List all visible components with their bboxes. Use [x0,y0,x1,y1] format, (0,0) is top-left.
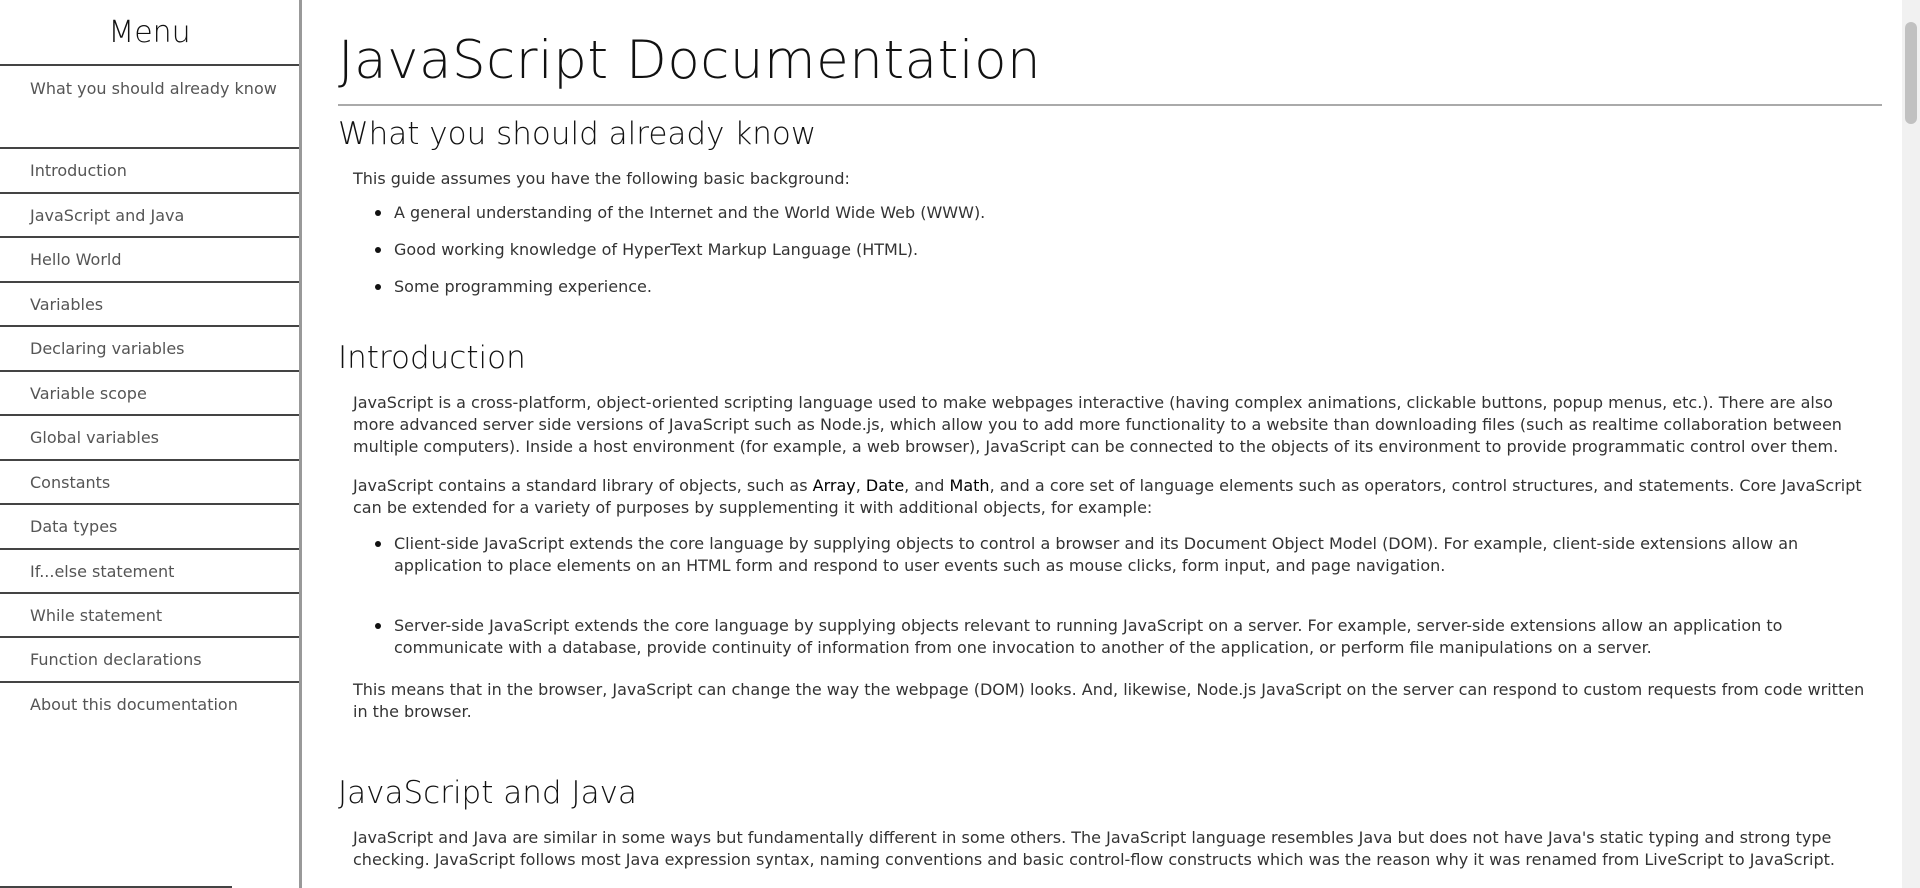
nav-link-function-declarations[interactable]: Function declarations [0,638,299,683]
nav-link-global-variables[interactable]: Global variables [0,416,299,461]
nav-link-variable-scope[interactable]: Variable scope [0,372,299,416]
nav-link-what-you-should-already-know[interactable]: What you should already know [0,66,299,149]
text: , and [904,476,950,495]
nav-link-hello-world[interactable]: Hello World [0,238,299,283]
paragraph: This guide assumes you have the following basic background: [353,169,850,188]
section-heading: JavaScript and Java [338,775,637,811]
code-array: Array [812,476,856,495]
paragraph [338,475,1882,519]
list-item: Good working knowledge of HyperText Markup Language (HTML). [372,239,1882,261]
main-doc [338,0,1882,888]
bullet-list [372,533,1882,659]
text: JavaScript contains a standard library of objects, such as [353,476,813,495]
section-heading: Introduction [338,340,526,376]
bullet-list [372,202,1882,298]
page-title: JavaScript Documentation [338,0,1882,106]
paragraph: JavaScript and Java are similar in some ways but fundamentally different in some others. The JavaScript language resembles Java but does not have Java's static typing and strong type checking. JavaScript follows most Java expression syntax, naming conventions and basic control-flow constructs which was the reason why it was renamed from LiveScript to JavaScript. [353,828,1835,869]
section-javascript-and-java [338,775,1882,871]
list-item: Server-side JavaScript extends the core language by supplying objects relevant to running JavaScript on a server. For example, server-side extensions allow an application to communicate with a database, provide continuity of information from one invocation to another of the application, or perform file manipulations on a server. [372,615,1882,659]
nav-link-declaring-variables[interactable]: Declaring variables [0,327,299,372]
section-heading: What you should already know [338,116,817,152]
nav-link-variables[interactable]: Variables [0,283,299,327]
nav-title: Menu [0,0,299,66]
section-introduction [338,340,1882,723]
nav-link-data-types[interactable]: Data types [0,505,299,550]
list-item: Client-side JavaScript extends the core language by supplying objects to control a browser and its Document Object Model (DOM). For example, client-side extensions allow an application to place elements on an HTML form and respond to user events such as mouse clicks, form input, and page navigation. [372,533,1882,577]
nav-link-constants[interactable]: Constants [0,461,299,505]
text: , and a core set of language elements such as operators, control structures, and statements. Core JavaScript can be extended for a variety of purposes by supplementing it with additional objects, for example: [353,476,1862,517]
code-date: Date [865,476,905,495]
nav-link-about-this-documentation[interactable]: About this documentation [30,695,238,714]
section-what-you-should-already-know [338,116,1882,298]
nav-link-introduction[interactable]: Introduction [0,149,299,194]
nav-link-javascript-and-java[interactable]: JavaScript and Java [0,194,299,238]
navbar [0,0,302,888]
vertical-scrollbar[interactable] [1902,0,1920,888]
nav-link-if-else-statement[interactable]: If...else statement [0,550,299,594]
list-item: Some programming experience. [372,276,1882,298]
nav-link-while-statement[interactable]: While statement [0,594,299,638]
code-math: Math [949,476,990,495]
text: , [855,476,866,495]
paragraph: JavaScript is a cross-platform, object-oriented scripting language used to make webpages interactive (having complex animations, clickable buttons, popup menus, etc.). There are also more advanced server side versions of JavaScript such as Node.js, which allow you to add more functionality to a website than downloading files (such as realtime collaboration between multiple computers). Inside a host environment (for example, a web browser), JavaScript can be connected to the objects of its environment to provide programmatic control over them. [353,393,1842,456]
scrollbar-thumb[interactable] [1905,22,1917,124]
paragraph: This means that in the browser, JavaScript can change the way the webpage (DOM) looks. And, likewise, Node.js JavaScript on the server can respond to custom requests from code written in the browser. [353,680,1865,721]
list-item: A general understanding of the Internet and the World Wide Web (WWW). [372,202,1882,224]
